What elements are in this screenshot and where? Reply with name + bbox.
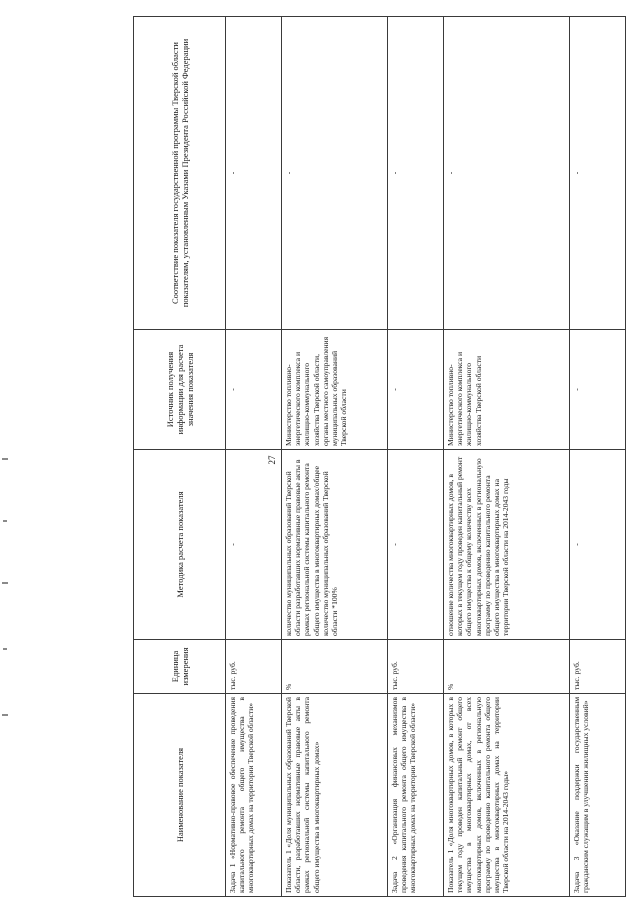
scan-mark — [2, 458, 8, 460]
indicator-name-cell: Задача 3 «Оказание поддержки государственным гражданским служащим в улучшении жилищных условий» — [570, 694, 626, 897]
table-row — [570, 17, 626, 897]
unit-cell: тыс. руб. — [388, 640, 444, 694]
compliance-cell: - — [444, 17, 570, 330]
unit-cell: тыс. руб. — [570, 640, 626, 694]
compliance-cell: - — [388, 17, 444, 330]
compliance-cell: - — [282, 17, 388, 330]
header-source: Источник получения информации для расчета значения показателя — [134, 330, 226, 450]
header-method: Методика расчета показателя — [134, 450, 226, 640]
compliance-cell: - — [226, 17, 282, 330]
source-cell: Министерство топливно-энергетического комплекса и жилищно-коммунального хозяйства Тверской области — [444, 330, 570, 450]
method-cell: количество муниципальных образований Тверской области разработавших нормативные правовые акты в рамках региональной системы капитального ремонта общего имущества в многоквартирных домах/общее количество муниципальных образований Тверской области *100% — [282, 450, 388, 640]
scan-mark — [3, 648, 7, 650]
header-compliance: Соответствие показателя государственной программы Тверской области показателям, установленным Указами Президента Российской Федерации — [134, 17, 226, 330]
source-cell: - — [226, 330, 282, 450]
method-cell: отношение количества многоквартирных домов, в которых в текущем году проведен капитальный ремонт общего имущества к общему количеству всех многоквартирных домов, включенных в региональную программу по проведению капитального ремонта общего имущества в многоквартирных домах на территории Тверской области на 2014-2043 годы — [444, 450, 570, 640]
scan-mark — [2, 582, 8, 584]
indicator-name-cell: Показатель 1 «Доля многоквартирных домов, в которых в текущем году проведен капитальный ремонт общего имущества в многоквартирных домах, от всех многоквартирных домов, включенных в региональную программу по проведению капитального ремонта общего имущества в многоквартирных домах на территории Тверской области на 2014-2043 годы» — [444, 694, 570, 897]
compliance-cell: - — [570, 17, 626, 330]
page-number: 27 — [267, 455, 277, 465]
method-cell: - — [570, 450, 626, 640]
indicator-name-cell: Задача 1 «Нормативно-правовое обеспечение проведения капитального ремонта общего имущества в многоквартирных домах на территории Тверской области» — [226, 694, 282, 897]
indicator-name-cell: Задача 2 «Организация финансовых механизмов проведения капитального ремонта общего имущества в многоквартирных домах на территории Тверской области» — [388, 694, 444, 897]
unit-cell: % — [282, 640, 388, 694]
scan-mark — [3, 520, 7, 522]
indicator-name-cell: Показатель 1 «Доля муниципальных образований Тверской области, разработавших нормативные правовые акты в рамках региональной системы капитального ремонта общего имущества в многоквартирных домах» — [282, 694, 388, 897]
scan-mark — [2, 714, 8, 716]
source-cell: - — [570, 330, 626, 450]
table-row — [388, 17, 444, 897]
indicators-table — [133, 16, 626, 897]
unit-cell: тыс. руб. — [226, 640, 282, 694]
method-cell: - — [226, 450, 282, 640]
unit-cell: % — [444, 640, 570, 694]
table-row — [282, 17, 388, 897]
method-cell: - — [388, 450, 444, 640]
table-row — [226, 17, 282, 897]
header-indicator-name: Наименование показателя — [134, 694, 226, 897]
source-cell: - — [388, 330, 444, 450]
table-header-row — [134, 17, 226, 897]
table-row — [444, 17, 570, 897]
header-unit: Единица измерения — [134, 640, 226, 694]
source-cell: Министерство топливно-энергетического комплекса и жилищно-коммунального хозяйства Тверской области, органы местного самоуправления муниципальных образований Тверской области — [282, 330, 388, 450]
